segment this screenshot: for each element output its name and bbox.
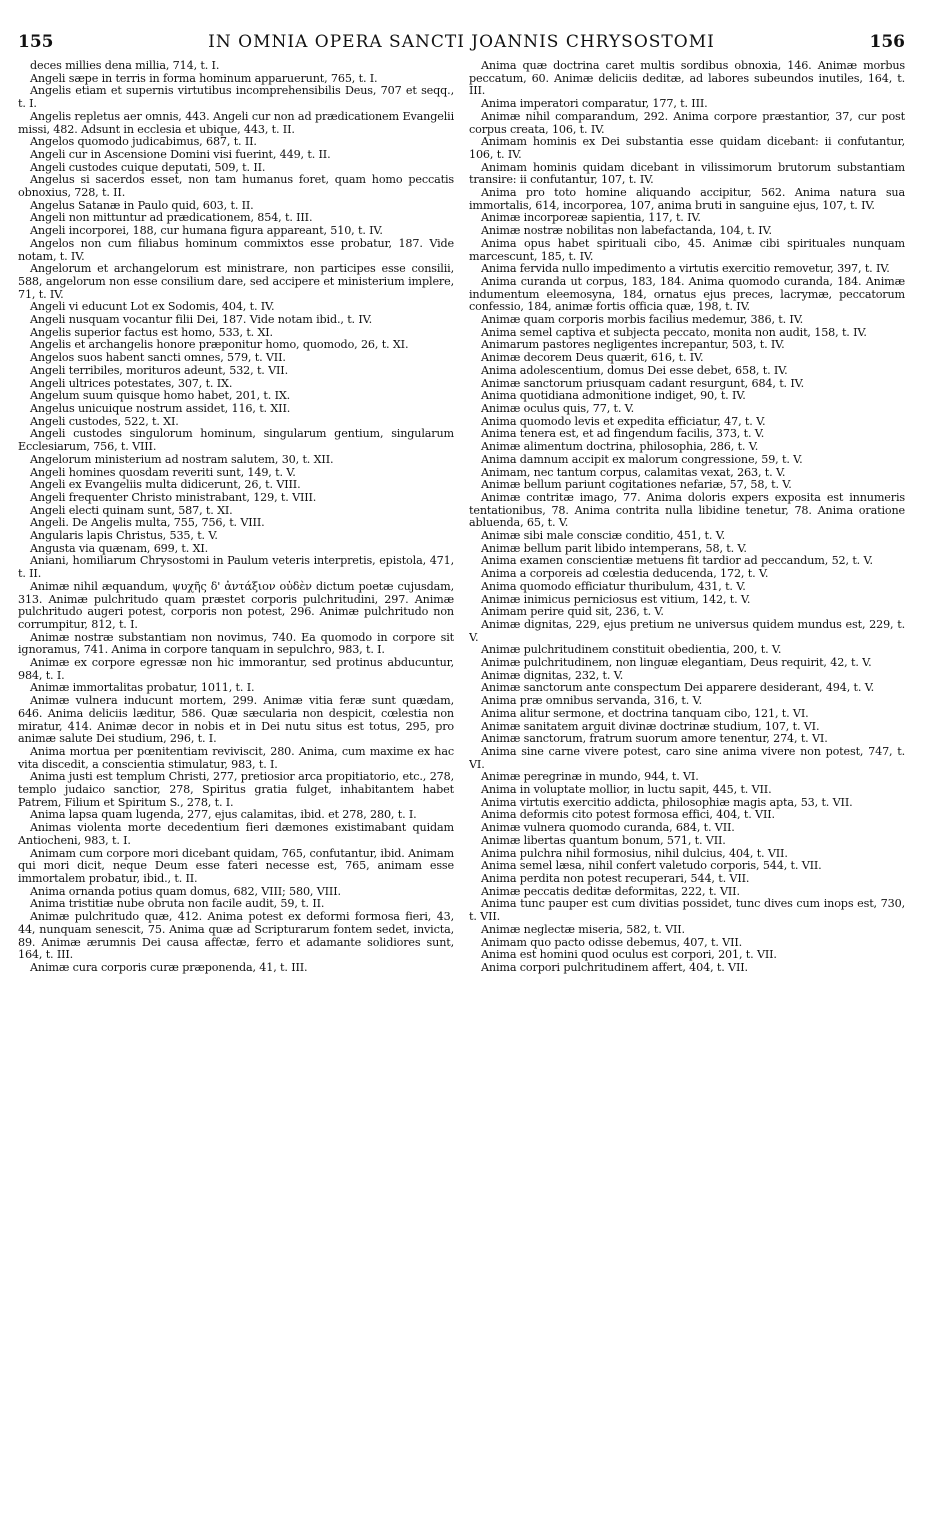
index-entry: Angelus Satanæ in Paulo quid, 603, t. II. bbox=[30, 198, 254, 212]
index-entry: Anima virtutis exercitio addicta, philosophiæ magis apta, 53, t. VII. bbox=[481, 795, 853, 809]
index-entry: Animæ nihil æquandum, ψυχῆς δ' ἀντάξιον οὐδὲν dictum poetæ cujusdam, 313. Animæ pulchritudo quam præstet corporis pulchritudini, 297. Animæ pulchritudo augeri potest, corporis non potest, 296. Animæ pulchritudo non corrumpitur, 812, t. I. bbox=[18, 579, 454, 631]
index-entry: Angelis etiam et supernis virtutibus incomprehensibilis Deus, 707 et seqq., t. I. bbox=[18, 84, 454, 111]
index-entry: Anima corpori pulchritudinem affert, 404, t. VII. bbox=[481, 960, 748, 974]
index-entry: Anima semel captiva et subjecta peccato, monita non audit, 158, t. IV. bbox=[481, 325, 867, 339]
index-entry: Animam, nec tantum corpus, calamitas vexat, 263, t. V. bbox=[481, 465, 786, 479]
index-columns bbox=[18, 60, 905, 1530]
index-entry: Anima fervida nullo impedimento a virtutis exercitio removetur, 397, t. IV. bbox=[481, 262, 890, 276]
index-entry: Aniani, homiliarum Chrysostomi in Paulum veteris interpretis, epistola, 471, t. II. bbox=[18, 554, 454, 581]
index-entry: Anima quomodo levis et expedita efficiatur, 47, t. V. bbox=[481, 414, 766, 428]
index-entry: Animam cum corpore mori dicebant quidam, 765, confutantur, ibid. Animam qui mori dicit, neque Deum esse fateri necesse est, 765, animam esse immortalem probatur, ibid., t. II. bbox=[18, 846, 454, 885]
index-entry: Angelorum ministerium ad nostram salutem, 30, t. XII. bbox=[30, 452, 334, 466]
index-entry: Anima tristitiæ nube obruta non facile audit, 59, t. II. bbox=[30, 897, 325, 911]
index-entry: Anima quomodo efficiatur thuribulum, 431, t. V. bbox=[481, 579, 746, 593]
index-entry: Anima opus habet spirituali cibo, 45. Animæ cibi spirituales nunquam marcescunt, 185, t. IV. bbox=[469, 236, 905, 263]
index-entry: Angeli custodes singulorum hominum, singularum gentium, singularum Ecclesiarum, 756, t. VIII. bbox=[18, 427, 454, 454]
index-entry: Angeli homines quosdam reveriti sunt, 149, t. V. bbox=[30, 465, 296, 479]
index-entry: Angeli. De Angelis multa, 755, 756, t. VIII. bbox=[30, 516, 265, 530]
index-entry: Anima pro toto homine aliquando accipitur, 562. Anima natura sua immortalis, 614, incorporea, 107, anima bruti in sanguine ejus, 107, t. IV. bbox=[469, 186, 905, 212]
index-entry: Animæ pulchritudinem constituit obedientia, 200, t. V. bbox=[481, 643, 782, 657]
index-entry: Anima lapsa quam lugenda, 277, ejus calamitas, ibid. et 278, 280, t. I. bbox=[30, 808, 417, 822]
index-entry: Anima semel læsa, nihil confert valetudo corporis, 544, t. VII. bbox=[481, 859, 822, 873]
right-column bbox=[469, 60, 905, 1530]
index-entry: Animarum pastores negligentes increpantur, 503, t. IV. bbox=[481, 338, 785, 352]
index-entry: Animam hominis quidam dicebant in vilissimorum brutorum substantiam transire: ii confutantur, 107, t. IV. bbox=[469, 160, 905, 187]
index-entry: Angelos suos habent sancti omnes, 579, t. VII. bbox=[30, 351, 286, 365]
index-entry: Animæ vulnera quomodo curanda, 684, t. VII. bbox=[481, 821, 735, 835]
index-entry: Animæ peregrinæ in mundo, 944, t. VI. bbox=[481, 770, 699, 784]
index-entry: Animæ alimentum doctrina, philosophia, 286, t. V. bbox=[481, 440, 759, 454]
index-entry: Angeli ex Evangeliis multa didicerunt, 26, t. VIII. bbox=[30, 478, 301, 492]
index-entry: Anima in voluptate mollior, in luctu sapit, 445, t. VII. bbox=[481, 783, 772, 797]
index-entry: Anima quæ doctrina caret multis sordibus obnoxia, 146. Animæ morbus peccatum, 60. Animæ deliciis deditæ, ad labores subeundos inutiles, 164, t. III. bbox=[469, 60, 905, 98]
index-entry: Anima est homini quod oculus est corpori, 201, t. VII. bbox=[481, 948, 777, 962]
index-entry: Animam perire quid sit, 236, t. V. bbox=[481, 605, 664, 619]
index-entry: Anima deformis cito potest formosa effici, 404, t. VII. bbox=[481, 808, 775, 822]
index-entry: Angeli non mittuntur ad prædicationem, 854, t. III. bbox=[30, 211, 313, 225]
index-entry: Animæ vulnera inducunt mortem, 299. Animæ vitia feræ sunt quædam, 646. Anima deliciis læditur, 586. Quæ sæcularia non despicit, cœlestia non miratur, 414. Animæ decor in nobis et in Dei nutu situs est totus, 295, pro animæ salute Dei studium, 296, t. I. bbox=[18, 694, 454, 746]
index-entry: Angusta via quænam, 699, t. XI. bbox=[30, 541, 209, 555]
index-entry: Animæ libertas quantum bonum, 571, t. VII. bbox=[481, 833, 726, 847]
index-entry: Angeli custodes cuique deputati, 509, t. II. bbox=[30, 160, 266, 174]
index-entry: Animæ sanctorum priusquam cadant resurgunt, 684, t. IV. bbox=[481, 376, 804, 390]
index-entry: Animæ pulchritudinem, non linguæ elegantiam, Deus requirit, 42, t. V. bbox=[481, 656, 872, 670]
index-entry: Animæ dignitas, 232, t. V. bbox=[481, 668, 624, 682]
index-entry: Angeli terribiles, morituros adeunt, 532, t. VII. bbox=[30, 363, 288, 377]
index-entry: Angeli electi quinam sunt, 587, t. XI. bbox=[30, 503, 233, 517]
index-entry: Animæ nihil comparandum, 292. Anima corpore præstantior, 37, cur post corpus creata, 106, t. IV. bbox=[469, 109, 905, 136]
page-number-left: 155 bbox=[18, 32, 54, 52]
index-entry: Anima tenera est, et ad fingendum facilis, 373, t. V. bbox=[481, 427, 765, 441]
running-title: IN OMNIA OPERA SANCTI JOANNIS CHRYSOSTOMI bbox=[208, 32, 715, 52]
index-entry: Animæ quam corporis morbis facilius medemur, 386, t. IV. bbox=[481, 313, 804, 327]
index-entry: Anima curanda ut corpus, 183, 184. Anima quomodo curanda, 184. Animæ indumentum eleemosyna, 184, ornatus ejus preces, lacrymæ, peccatorum confessio, 184, animæ fortis officia quæ, 198, t. IV. bbox=[469, 274, 905, 314]
index-entry: Anima adolescentium, domus Dei esse debet, 658, t. IV. bbox=[481, 363, 788, 377]
index-entry: Angelos non cum filiabus hominum commixtos esse probatur, 187. Vide notam, t. IV. bbox=[18, 236, 454, 263]
index-entry: Animæ sanitatem arguit divinæ doctrinæ studium, 107, t. VI. bbox=[481, 719, 820, 733]
index-entry: Animam hominis ex Dei substantia esse quidam dicebant: ii confutantur, 106, t. IV. bbox=[469, 135, 905, 161]
index-entry: Angeli frequenter Christo ministrabant, 129, t. VIII. bbox=[30, 490, 317, 504]
index-entry: Animæ oculus quis, 77, t. V. bbox=[481, 401, 635, 415]
index-entry: Angeli custodes, 522, t. XI. bbox=[30, 414, 179, 428]
index-entry: Anima sine carne vivere potest, caro sine anima vivere non potest, 747, t. VI. bbox=[469, 744, 905, 771]
index-entry: Angeli vi educunt Lot ex Sodomis, 404, t. IV. bbox=[30, 300, 275, 314]
index-entry: Angeli incorporei, 188, cur humana figura appareant, 510, t. IV. bbox=[30, 224, 383, 238]
index-entry: Anima damnum accipit ex malorum congressione, 59, t. V. bbox=[481, 452, 803, 466]
index-entry: Animæ decorem Deus quærit, 616, t. IV. bbox=[481, 351, 704, 365]
index-entry: Anima quotidiana admonitione indiget, 90, t. IV. bbox=[481, 389, 746, 403]
index-entry: Angelis superior factus est homo, 533, t. XI. bbox=[30, 325, 273, 339]
index-entry: Animæ ex corpore egressæ non hic immorantur, sed protinus abducuntur, 984, t. I. bbox=[18, 656, 454, 682]
index-entry: Anima justi est templum Christi, 277, pretiosior arca propitiatorio, etc., 278, templo judaico sanctior, 278, Spiritus gratia fulget, inhabitantem habet Patrem, Filium et Spiritum S., 278, t. I. bbox=[18, 770, 454, 809]
index-entry: Angelum suum quisque homo habet, 201, t. IX. bbox=[30, 389, 291, 403]
index-entry: Anima alitur sermone, et doctrina tanquam cibo, 121, t. VI. bbox=[481, 706, 809, 720]
index-entry: Anima a corporeis ad cœlestia deducenda, 172, t. V. bbox=[481, 567, 769, 581]
index-entry: Animæ inimicus perniciosus est vitium, 142, t. V. bbox=[481, 592, 751, 606]
index-entry: Anima imperatori comparatur, 177, t. III. bbox=[481, 97, 708, 111]
index-entry: Animæ sibi male consciæ conditio, 451, t. V. bbox=[481, 529, 726, 543]
index-entry: Anima tunc pauper est cum divitias possidet, tunc dives cum inops est, 730, t. VII. bbox=[469, 897, 905, 924]
index-entry: Animæ peccatis deditæ deformitas, 222, t. VII. bbox=[481, 884, 740, 898]
index-entry: Angeli sæpe in terris in forma hominum apparuerunt, 765, t. I. bbox=[30, 71, 378, 85]
index-entry: Angelis repletus aer omnis, 443. Angeli cur non ad prædicationem Evangelii missi, 482. Adsunt in ecclesia et ubique, 443, t. II. bbox=[18, 109, 454, 136]
index-entry: Angelis et archangelis honore præponitur homo, quomodo, 26, t. XI. bbox=[30, 338, 409, 352]
index-entry: Animæ bellum parit libido intemperans, 58, t. V. bbox=[481, 541, 747, 555]
index-entry: Animæ sanctorum ante conspectum Dei apparere desiderant, 494, t. V. bbox=[481, 681, 875, 695]
index-entry: deces millies dena millia, 714, t. I. bbox=[30, 60, 220, 72]
index-entry: Anima præ omnibus servanda, 316, t. V. bbox=[481, 694, 702, 708]
index-entry: Anima perdita non potest recuperari, 544, t. VII. bbox=[481, 872, 750, 885]
index-entry: Animæ dignitas, 229, ejus pretium ne universus quidem mundus est, 229, t. V. bbox=[469, 617, 905, 644]
index-entry: Animæ nostræ substantiam non novimus, 740. Ea quomodo in corpore sit ignoramus, 741. Anima in corpore tanquam in sepulchro, 983, t. I. bbox=[18, 630, 454, 657]
index-entry: Animæ sanctorum, fratrum suorum amore tenentur, 274, t. VI. bbox=[481, 732, 828, 746]
index-entry: Animæ cura corporis curæ præponenda, 41, t. III. bbox=[30, 960, 308, 974]
index-entry: Angeli cur in Ascensione Domini visi fuerint, 449, t. II. bbox=[30, 147, 331, 161]
index-entry: Animæ bellum pariunt cogitationes nefariæ, 57, 58, t. V. bbox=[481, 478, 792, 492]
index-entry: Anima examen conscientiæ metuens fit tardior ad peccandum, 52, t. V. bbox=[481, 554, 873, 568]
index-entry: Animæ contritæ imago, 77. Anima doloris expers exposita est innumeris tentationibus, 78. Anima contrita nulla libidine tenetur, 78. Anima oratione abluenda, 65, t. V. bbox=[469, 490, 905, 530]
index-entry: Angeli nusquam vocantur filii Dei, 187. Vide notam ibid., t. IV. bbox=[30, 313, 373, 327]
index-entry: Animæ incorporeæ sapientia, 117, t. IV. bbox=[481, 211, 701, 225]
index-entry: Animas violenta morte decedentium fieri dæmones existimabant quidam Antiocheni, 983, t. I. bbox=[18, 821, 454, 847]
index-entry: Angelus si sacerdos esset, non tam humanus foret, quam homo peccatis obnoxius, 728, t. II. bbox=[18, 173, 454, 200]
index-entry: Animam quo pacto odisse debemus, 407, t. VII. bbox=[481, 935, 743, 949]
index-entry: Angelos quomodo judicabimus, 687, t. II. bbox=[30, 135, 257, 149]
index-entry: Angeli ultrices potestates, 307, t. IX. bbox=[30, 376, 233, 390]
index-entry: Anima ornanda potius quam domus, 682, VIII; 580, VIII. bbox=[30, 884, 341, 898]
index-entry: Angelorum et archangelorum est ministrare, non participes esse consilii, 588, angelorum non esse consilium dare, sed accipere et ministerium implere, 71, t. IV. bbox=[18, 262, 454, 301]
index-entry: Animæ nostræ nobilitas non labefactanda, 104, t. IV. bbox=[481, 224, 772, 238]
index-entry: Angelus unicuique nostrum assidet, 116, t. XII. bbox=[30, 401, 291, 415]
index-entry: Angularis lapis Christus, 535, t. V. bbox=[30, 529, 218, 543]
running-header bbox=[18, 32, 905, 54]
index-entry: Anima pulchra nihil formosius, nihil dulcius, 404, t. VII. bbox=[481, 846, 788, 860]
index-entry: Animæ pulchritudo quæ, 412. Anima potest ex deformi formosa fieri, 43, 44, nunquam senescit, 75. Anima quæ ad Scripturarum fontem sedet, invicta, 89. Animæ ærumnis Dei causa affectæ, ferro et adamante solidiores sunt, 164, t. III. bbox=[18, 910, 454, 962]
index-entry: Animæ immortalitas probatur, 1011, t. I. bbox=[30, 681, 255, 695]
page-number-right: 156 bbox=[869, 32, 905, 52]
index-entry: Animæ neglectæ miseria, 582, t. VII. bbox=[481, 922, 685, 936]
left-column bbox=[18, 60, 454, 1530]
index-entry: Anima mortua per pœnitentiam reviviscit, 280. Anima, cum maxime ex hac vita discedit, a conscientia stimulatur, 983, t. I. bbox=[18, 744, 454, 771]
